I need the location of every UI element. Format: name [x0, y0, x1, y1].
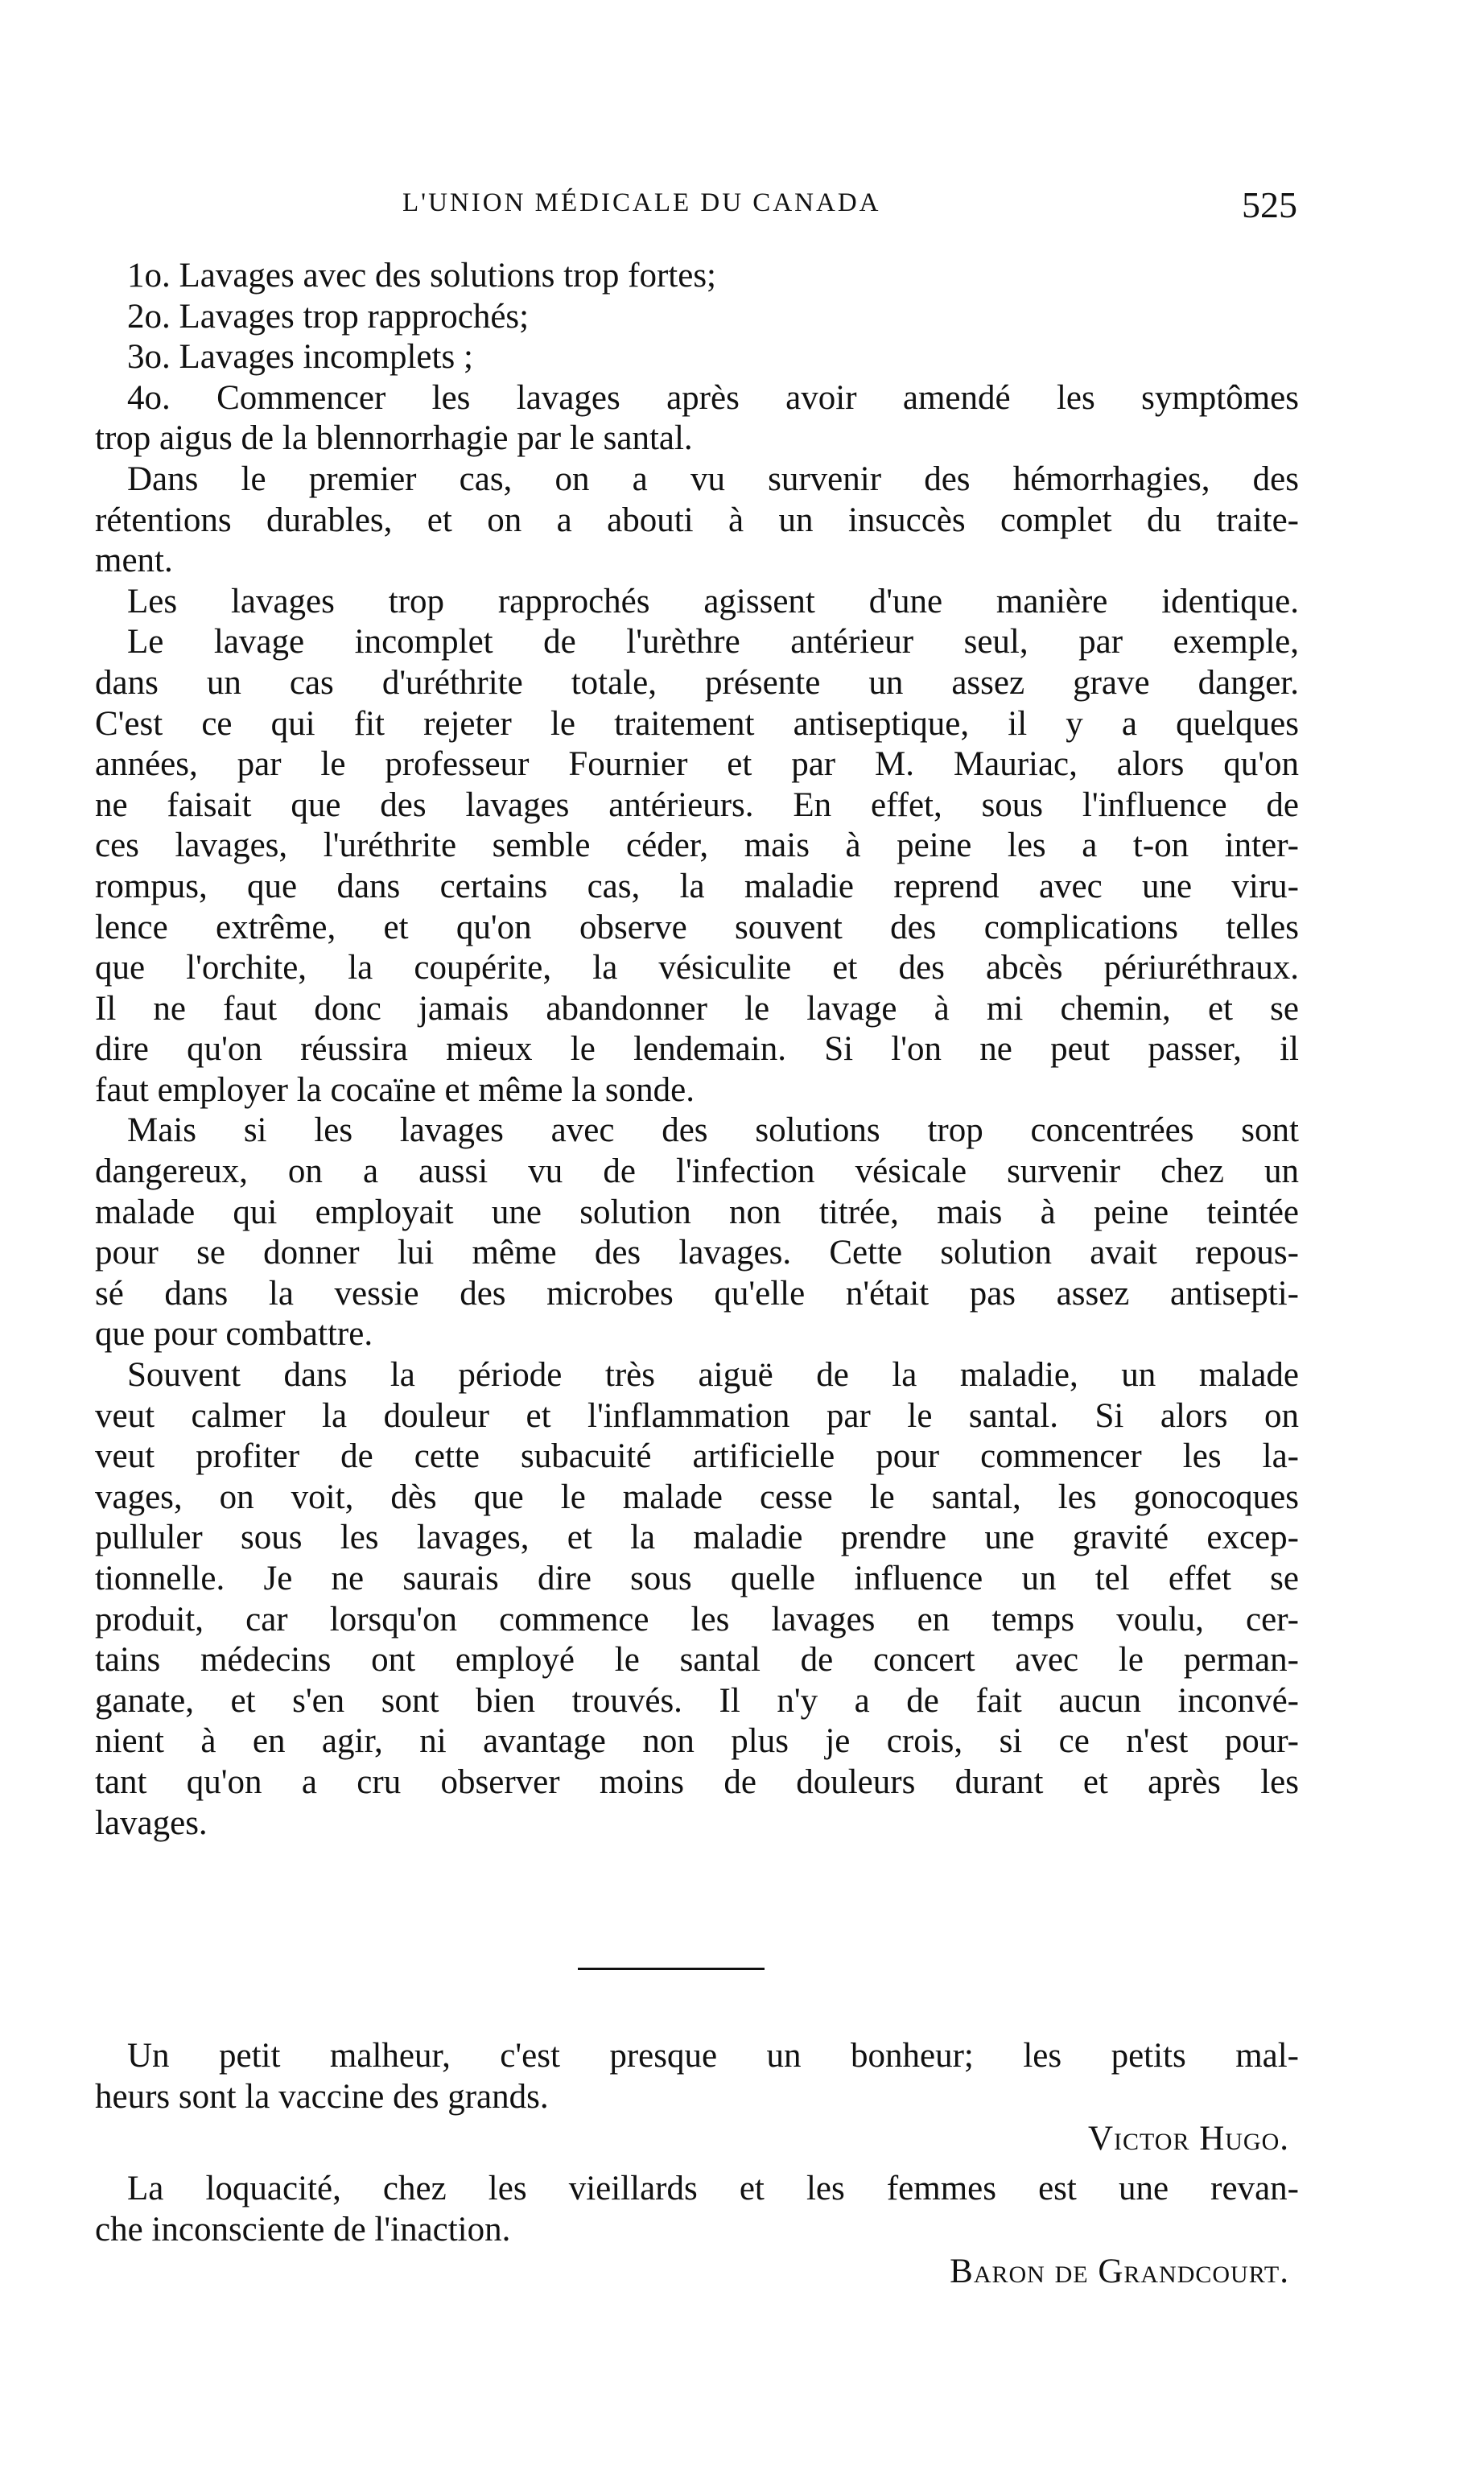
body-line: Il ne faut donc jamais abandonner le lavage à mi chemin, et se — [95, 989, 1299, 1028]
body-line: dangereux, on a aussi vu de l'infection vésicale survenir chez un — [95, 1152, 1299, 1191]
body-line: Les lavages trop rapprochés agissent d'une manière identique. — [127, 582, 1299, 620]
quote-line: La loquacité, chez les vieillards et les femmes est une revan- — [127, 2170, 1299, 2207]
body-line: 2o. Lavages trop rapprochés; — [127, 297, 530, 336]
body-line: Mais si les lavages avec des solutions trop concentrées sont — [127, 1111, 1299, 1150]
body-line: Souvent dans la période très aiguë de la maladie, un malade — [127, 1356, 1299, 1395]
body-line: trop aigus de la blennorrhagie par le santal. — [95, 419, 693, 458]
body-line: ment. — [95, 542, 173, 580]
quote-author: Victor Hugo. — [1087, 2120, 1289, 2158]
body-line: C'est ce qui fit rejeter le traitement antiseptique, il y a quelques — [95, 704, 1299, 743]
body-line: que pour combattre. — [95, 1315, 373, 1354]
quotation-hugo — [95, 2036, 1299, 2161]
body-line: veut profiter de cette subacuité artificielle pour commencer les la- — [95, 1437, 1299, 1476]
body-line: Le lavage incomplet de l'urèthre antérieur seul, par exemple, — [127, 623, 1299, 662]
quote-line: che inconsciente de l'inaction. — [95, 2210, 511, 2249]
body-line: pour se donner lui même des lavages. Cette solution avait repous- — [95, 1234, 1299, 1272]
body-line: Dans le premier cas, on a vu survenir des hémorrhagies, des — [127, 460, 1299, 498]
journal-title: L'UNION MÉDICALE DU CANADA — [402, 188, 881, 217]
body-line: rétentions durables, et on a abouti à un insuccès complet du traite- — [95, 501, 1299, 539]
body-line: dans un cas d'uréthrite totale, présente un assez grave danger. — [95, 663, 1299, 702]
body-line: années, par le professeur Fournier et par M. Mauriac, alors qu'on — [95, 745, 1299, 784]
quote-line: Un petit malheur, c'est presque un bonheur; les petits mal- — [127, 2037, 1299, 2075]
body-line: 3o. Lavages incomplets ; — [127, 338, 473, 377]
body-line: lavages. — [95, 1803, 208, 1842]
body-line: que l'orchite, la coupérite, la vésiculite et des abcès périuréthraux. — [95, 949, 1299, 987]
body-line: rompus, que dans certains cas, la maladie reprend avec une viru- — [95, 867, 1299, 905]
body-line: veut calmer la douleur et l'inflammation par le santal. Si alors on — [95, 1396, 1299, 1435]
body-line: malade qui employait une solution non titrée, mais à peine teintée — [95, 1193, 1299, 1231]
body-line: faut employer la cocaïne et même la sonde. — [95, 1070, 695, 1109]
body-line: dire qu'on réussira mieux le lendemain. Si l'on ne peut passer, il — [95, 1030, 1299, 1069]
body-line: tionnelle. Je ne saurais dire sous quelle influence un tel effet se — [95, 1560, 1299, 1597]
quote-author: Baron de Grandcourt. — [950, 2253, 1289, 2291]
body-line: vages, on voit, dès que le malade cesse le santal, les gonocoques — [95, 1478, 1299, 1516]
body-line: nient à en agir, ni avantage non plus je crois, si ce n'est pour- — [95, 1722, 1299, 1761]
running-head — [97, 183, 1297, 232]
body-line: produit, car lorsqu'on commence les lavages en temps voulu, cer- — [95, 1600, 1299, 1639]
body-line: ganate, et s'en sont bien trouvés. Il n'y a de fait aucun inconvé- — [95, 1681, 1299, 1720]
article-body — [95, 256, 1299, 1844]
body-line: 1o. Lavages avec des solutions trop fortes; — [127, 257, 717, 295]
body-line: lence extrême, et qu'on observe souvent des complications telles — [95, 908, 1299, 946]
page-number: 525 — [1242, 184, 1297, 225]
body-line: ces lavages, l'uréthrite semble céder, mais à peine les a t-on inter- — [95, 826, 1299, 865]
quotation-grandcourt — [95, 2169, 1299, 2294]
quote-line: heurs sont la vaccine des grands. — [95, 2077, 549, 2116]
body-line: tains médecins ont employé le santal de concert avec le perman- — [95, 1641, 1299, 1680]
body-line: 4o. Commencer les lavages après avoir amendé les symptômes — [127, 378, 1299, 417]
body-line: pulluler sous les lavages, et la maladie prendre une gravité excep- — [95, 1519, 1299, 1557]
body-line: sé dans la vessie des microbes qu'elle n'était pas assez antisepti- — [95, 1274, 1299, 1313]
body-line: ne faisait que des lavages antérieurs. En effet, sous l'influence de — [95, 785, 1299, 824]
section-divider — [578, 1968, 765, 1970]
body-line: tant qu'on a cru observer moins de douleurs durant et après les — [95, 1762, 1299, 1801]
